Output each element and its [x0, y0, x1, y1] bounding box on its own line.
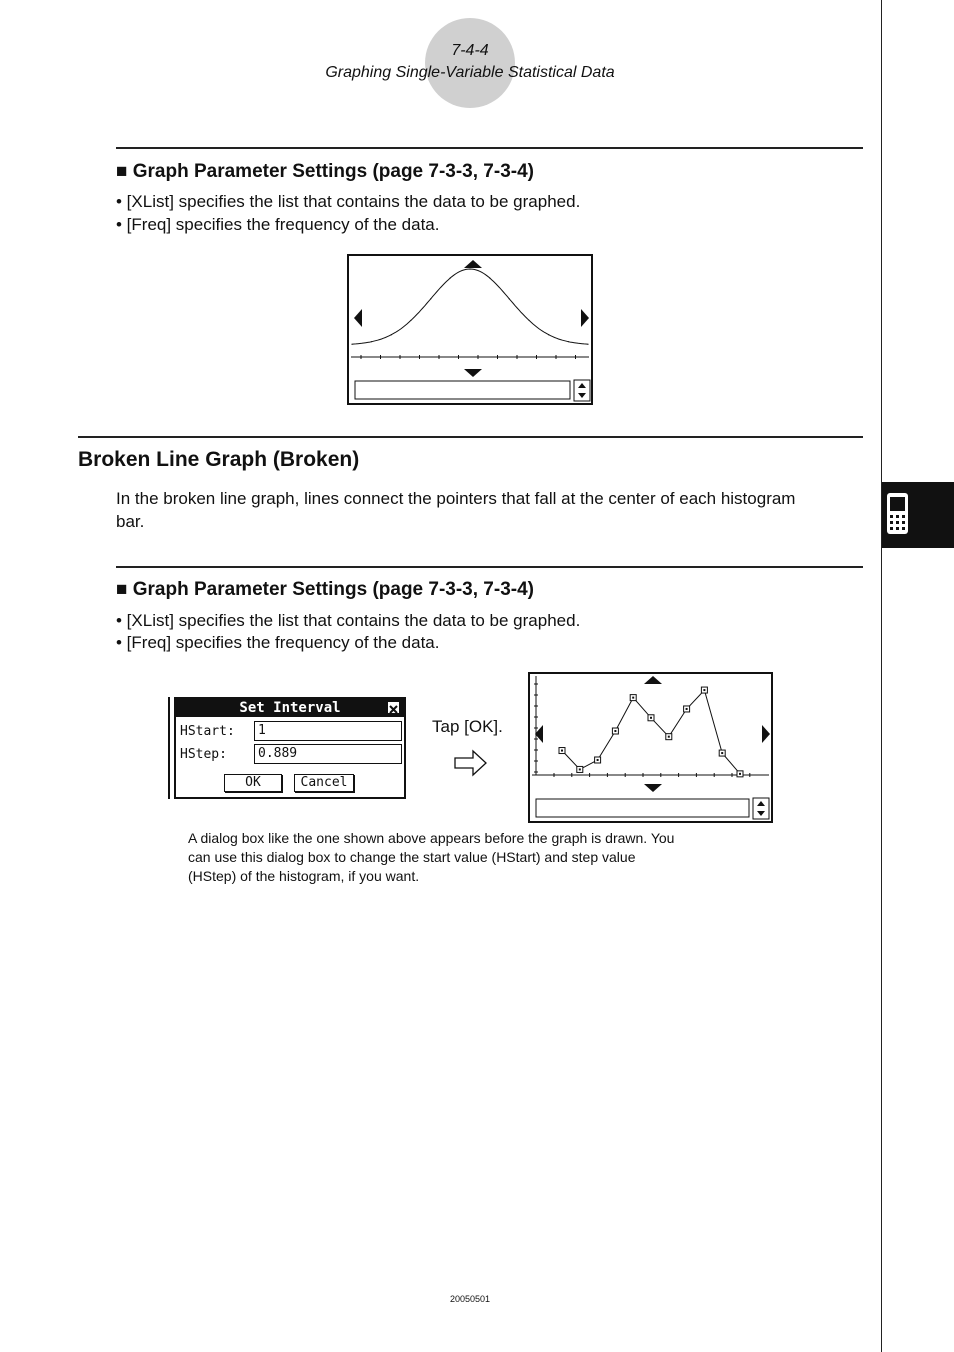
hstart-label: HStart:: [180, 724, 235, 739]
right-arrow-icon: [453, 749, 489, 777]
bullet-xlist: • [XList] specifies the list that contains the data to be graphed.: [116, 192, 581, 211]
subheading: ■ Graph Parameter Settings (page 7-3-3, 7-3-4): [116, 579, 534, 600]
dialog-title-bar: [176, 699, 404, 717]
scroll-up-icon: [644, 676, 662, 684]
caption-line-3: (HStep) of the histogram, if you want.: [188, 868, 420, 884]
footer-code: 20050501: [449, 1294, 491, 1304]
hstart-input[interactable]: 1: [254, 721, 402, 741]
entry-bar[interactable]: [355, 381, 570, 399]
section-rule: [78, 436, 863, 438]
data-point: [489, 277, 490, 278]
caption-line-1: A dialog box like the one shown above appears before the graph is drawn. You: [188, 830, 675, 846]
data-point-center: [614, 730, 616, 732]
ok-button[interactable]: OK: [224, 774, 282, 792]
data-point-center: [686, 708, 688, 710]
data-point: [351, 344, 352, 345]
running-title: Graphing Single-Variable Statistical Data: [325, 64, 615, 81]
data-point: [469, 268, 470, 269]
graph-screen-curve: [347, 254, 593, 405]
page-edge-rule: [881, 0, 882, 1352]
scroll-down-icon: [644, 784, 662, 792]
hstep-input[interactable]: 0.889: [254, 744, 402, 764]
dialog-title: Set Interval: [239, 700, 341, 716]
hstep-label: HStep:: [180, 747, 227, 762]
section-title: Broken Line Graph (Broken): [78, 448, 360, 471]
bullet-freq: • [Freq] specifies the frequency of the data.: [116, 633, 440, 652]
tap-instruction: Tap [OK].: [432, 717, 503, 736]
bullet-freq: • [Freq] specifies the frequency of the data.: [116, 215, 440, 234]
scroll-right-icon: [581, 309, 589, 327]
series-line-curve: [352, 269, 588, 344]
data-point: [450, 277, 451, 278]
data-point-center: [650, 717, 652, 719]
header-circle: [425, 18, 515, 108]
calculator-icon: [882, 482, 954, 548]
data-point-center: [668, 736, 670, 738]
cancel-button[interactable]: Cancel: [294, 774, 354, 792]
intro-line-2: bar.: [116, 512, 145, 531]
scroll-down-icon: [464, 369, 482, 377]
caption-line-2: can use this dialog box to change the start value (HStart) and step value: [188, 849, 636, 865]
bullet-xlist: • [XList] specifies the list that contains the data to be graphed.: [116, 611, 581, 630]
set-interval-dialog: [174, 697, 406, 799]
data-point-center: [561, 750, 563, 752]
data-point: [587, 344, 588, 345]
section-rule: [116, 566, 863, 568]
scroll-right-icon: [762, 725, 770, 743]
data-point-center: [703, 689, 705, 691]
data-point-center: [597, 759, 599, 761]
data-point-center: [721, 752, 723, 754]
data-point-center: [739, 773, 741, 775]
scroll-left-icon: [354, 309, 362, 327]
data-point-center: [579, 768, 581, 770]
subheading: ■ Graph Parameter Settings (page 7-3-3, 7-3-4): [116, 161, 534, 182]
data-point: [410, 320, 411, 321]
broken-line-graph: [530, 674, 771, 821]
curve-graph: [349, 256, 591, 403]
page-number: 7-4-4: [451, 42, 489, 59]
series-line-broken: [562, 690, 740, 774]
scroll-up-icon: [464, 260, 482, 268]
graph-screen-broken: [528, 672, 773, 823]
data-point: [548, 334, 549, 335]
close-icon[interactable]: [387, 701, 400, 714]
dialog-left-edge: [168, 697, 170, 799]
data-point: [528, 320, 529, 321]
section-rule: [116, 147, 863, 149]
data-point: [568, 341, 569, 342]
data-point: [430, 298, 431, 299]
entry-bar[interactable]: [536, 799, 749, 817]
data-point: [371, 341, 372, 342]
data-point: [509, 298, 510, 299]
data-point: [391, 334, 392, 335]
chapter-tab: [882, 482, 954, 548]
intro-line-1: In the broken line graph, lines connect the pointers that fall at the center of each histogram: [116, 489, 796, 508]
data-point-center: [632, 697, 634, 699]
